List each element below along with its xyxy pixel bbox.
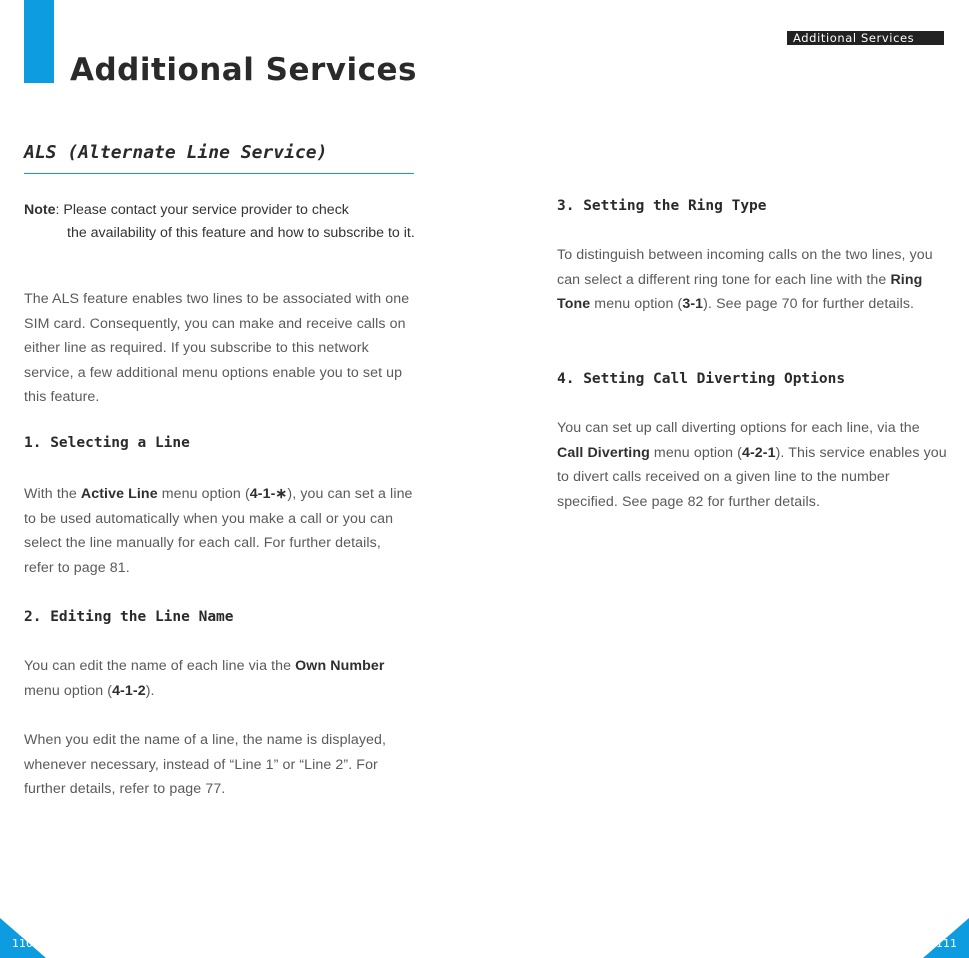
note-text-first: : Please contact your service provider to check bbox=[55, 202, 349, 218]
running-header: Additional Services bbox=[787, 31, 944, 45]
menu-code: 4-2-1 bbox=[741, 444, 776, 461]
text: To distinguish between incoming calls on the two lines, you can select a different ring tone for each line with the bbox=[557, 247, 933, 288]
text: menu option ( bbox=[24, 682, 113, 699]
note-text-rest: the availability of this feature and how to subscribe to it. bbox=[67, 224, 415, 241]
note-block bbox=[24, 199, 419, 244]
menu-name: Active Line bbox=[80, 486, 158, 502]
text: ). This service enables you to divert calls received on a given line to the number specified. See page 82 for further details. bbox=[557, 444, 947, 510]
paragraph-selecting-line bbox=[24, 482, 414, 580]
paragraph-call-diverting bbox=[557, 416, 947, 514]
text: You can set up call diverting options for each line, via the bbox=[557, 420, 920, 436]
subheading-selecting-line: 1. Selecting a Line bbox=[24, 435, 190, 451]
text: menu option ( bbox=[590, 296, 683, 312]
subheading-editing-line-name: 2. Editing the Line Name bbox=[24, 609, 234, 625]
page-number-right: 111 bbox=[936, 937, 957, 950]
subheading-call-diverting: 4. Setting Call Diverting Options bbox=[557, 371, 846, 387]
menu-name: Ring Tone bbox=[557, 271, 923, 312]
section-divider bbox=[24, 173, 414, 174]
text: ). bbox=[145, 682, 155, 699]
title-accent-bar bbox=[24, 0, 54, 83]
menu-name: Call Diverting bbox=[557, 444, 650, 461]
page-title: Additional Services bbox=[70, 52, 417, 88]
page-number-left: 110 bbox=[12, 937, 33, 950]
text: menu option ( bbox=[649, 444, 742, 461]
note-label: Note bbox=[24, 202, 56, 218]
intro-paragraph: The ALS feature enables two lines to be associated with one SIM card. Consequently, you can make and receive calls on either line as required. If you subscribe to this network service, a few additional menu options enable you to set up this feature. bbox=[24, 291, 410, 405]
menu-code: 3-1 bbox=[682, 296, 704, 312]
text: You can edit the name of each line via the bbox=[24, 658, 296, 674]
paragraph-editing-line-name bbox=[24, 654, 414, 703]
paragraph-ring-type bbox=[557, 243, 947, 317]
menu-code: 4-1-∗ bbox=[249, 486, 288, 502]
text: With the bbox=[24, 486, 81, 502]
menu-code: 4-1-2 bbox=[112, 682, 146, 699]
paragraph-line-name-display: When you edit the name of a line, the name is displayed, whenever necessary, instead of “Line 1” or “Line 2”. For further details, refer to page 77. bbox=[24, 732, 387, 797]
subheading-ring-type: 3. Setting the Ring Type bbox=[557, 198, 767, 214]
text: menu option ( bbox=[157, 486, 250, 502]
text: ), you can set a line to be used automatically when you make a call or you can select the line manually for each call. For further details, refer to page 81. bbox=[24, 486, 413, 576]
text: ). See page 70 for further details. bbox=[703, 296, 915, 312]
section-title: ALS (Alternate Line Service) bbox=[24, 142, 328, 163]
menu-name: Own Number bbox=[295, 658, 385, 674]
